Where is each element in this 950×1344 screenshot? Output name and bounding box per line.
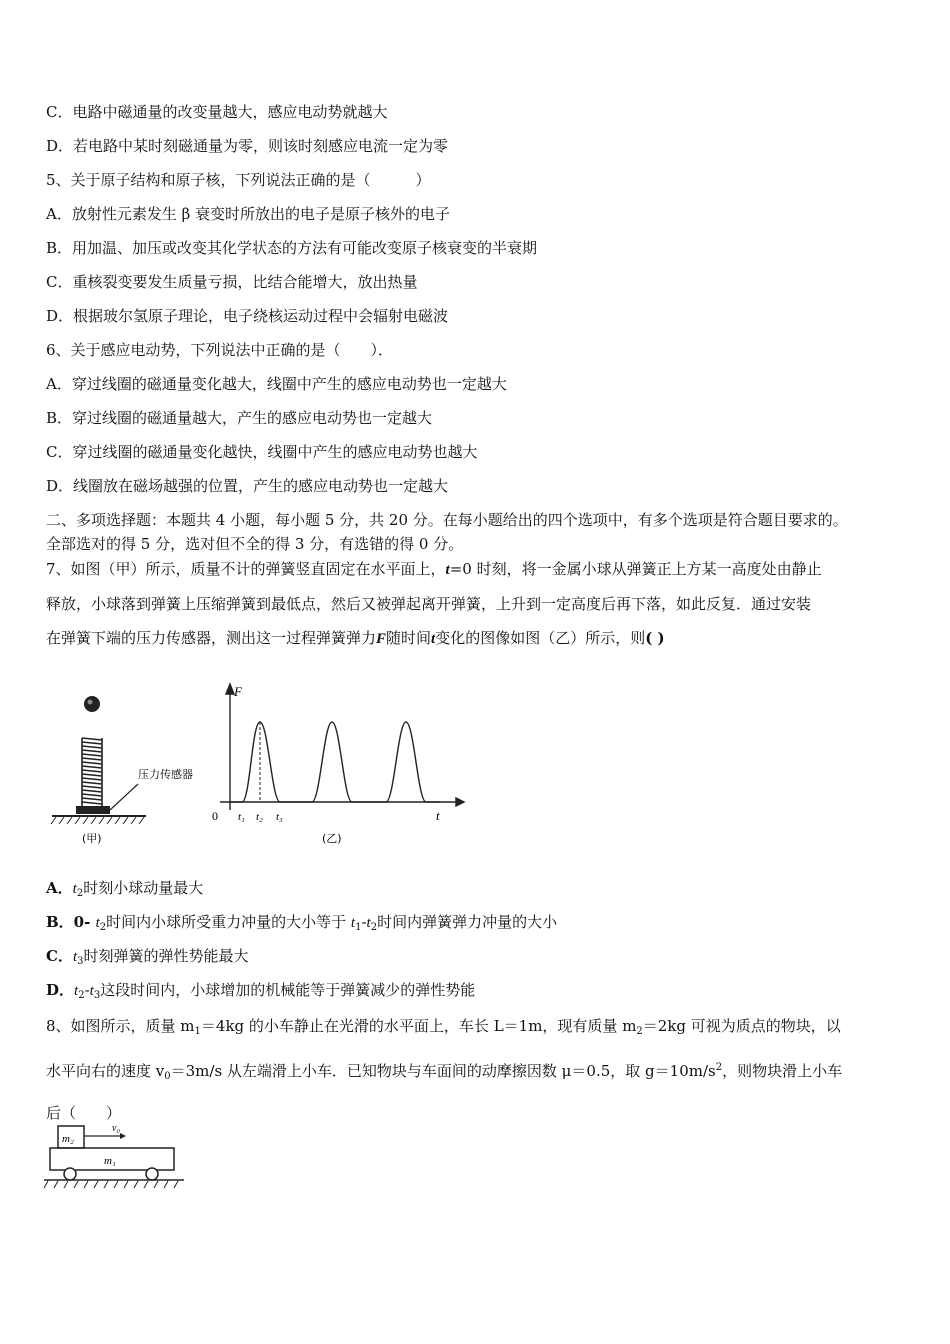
q6-stem: 6、关于感应电动势，下列说法中正确的是（ ）．: [46, 341, 394, 359]
f-axis-label: F: [234, 684, 242, 699]
q7-option-d: D．$t_2-t_3$这段时间内，小球增加的机械能等于弹簧减少的弹性势能: [46, 981, 476, 1001]
q8-figure: [40, 1118, 200, 1198]
figure-yi-caption: (乙): [322, 832, 342, 845]
block-m2-label: m₂: [62, 1133, 74, 1145]
q7-figure-jia: [46, 680, 206, 850]
wheel-icon: [64, 1168, 76, 1180]
force-curve: [230, 722, 440, 802]
origin-label: 0: [212, 809, 218, 823]
q7-option-c: C．$t_3$时刻弹簧的弹性势能最大: [46, 947, 249, 967]
q4-option-d: D．若电路中某时刻磁通量为零，则该时刻感应电流一定为零: [46, 137, 449, 155]
section-2-line-2: 全部选对的得 5 分，选对但不全的得 3 分，有选错的得 0 分。: [46, 535, 464, 553]
wheel-icon: [146, 1168, 158, 1180]
tick-t2: t₂: [256, 811, 263, 823]
tick-t3: t₃: [276, 811, 283, 823]
q6-option-b: B．穿过线圈的磁通量越大，产生的感应电动势也一定越大: [46, 409, 433, 427]
sensor-label: 压力传感器: [138, 768, 193, 781]
q6-option-c: C．穿过线圈的磁通量变化越快，线圈中产生的感应电动势也越大: [46, 443, 478, 461]
t-axis-label: t: [436, 808, 440, 823]
q5-option-c: C．重核裂变要发生质量亏损，比结合能增大，放出热量: [46, 273, 418, 291]
q7-option-a: A．$t_2$时刻小球动量最大: [46, 879, 204, 899]
q6-option-a: A．穿过线圈的磁通量变化越大，线圈中产生的感应电动势也一定越大: [46, 375, 507, 393]
q5-option-d: D．根据玻尔氢原子理论，电子绕核运动过程中会辐射电磁波: [46, 307, 449, 325]
section-2-line-1: 二、多项选择题：本题共 4 小题，每小题 5 分，共 20 分。在每小题给出的四个选项中，有多个选项是符合题目要求的。: [46, 511, 848, 529]
spring-icon: [82, 738, 102, 806]
q5-stem: 5、关于原子结构和原子核，下列说法正确的是（ ）: [46, 171, 431, 189]
q7-stem: 7、如图（甲）所示，质量不计的弹簧竖直固定在水平面上，t=0 时刻，将一金属小球从弹簧正上方某一高度处由静止 释放，小球落到弹簧上压缩弹簧到最低点，然后又被弹起离开弹簧，上升到一定高度后再下落，如此反复．通过安装 在弹簧下端的压力传感器，测出这一过程弹簧弹力F随时间t变化的图像如图（乙）所示，则( ): [46, 560, 822, 647]
q7-figure-yi: [200, 680, 470, 850]
q5-option-b: B．用加温、加压或改变其化学状态的方法有可能改变原子核衰变的半衰期: [46, 239, 538, 257]
velocity-label: v₀: [112, 1123, 120, 1134]
ball-icon: [84, 696, 100, 712]
sensor-icon: [76, 806, 110, 814]
q8-stem: 8、如图所示，质量 $m_1=4kg$ 的小车静止在光滑的水平面上，车长 L＝1m，现有质量 $m_2=2kg$ 可视为质点的物块，以 水平向右的速度 $v_0=3m/s$ 从左端滑上小车．已知物块与车面间的动摩擦因数 μ＝0.5，取 $g=10m/s^2$，则物块滑上小车 后（ ）: [46, 1017, 843, 1122]
q4-option-c: C．电路中磁通量的改变量越大，感应电动势就越大: [46, 103, 388, 121]
tick-t1: t₁: [238, 811, 245, 823]
q5-option-a: A．放射性元素发生 β 衰变时所放出的电子是原子核外的电子: [46, 205, 451, 223]
section-2-heading: [46, 508, 908, 556]
figure-jia-caption: (甲): [82, 832, 102, 845]
cart-m1-label: m₁: [104, 1155, 116, 1167]
q6-option-d: D．线圈放在磁场越强的位置，产生的感应电动势也一定越大: [46, 477, 449, 495]
q7-option-b: B．0- $t_2$时间内小球所受重力冲量的大小等于 $t_1-t_2$时间内弹簧弹力冲量的大小: [46, 913, 558, 933]
